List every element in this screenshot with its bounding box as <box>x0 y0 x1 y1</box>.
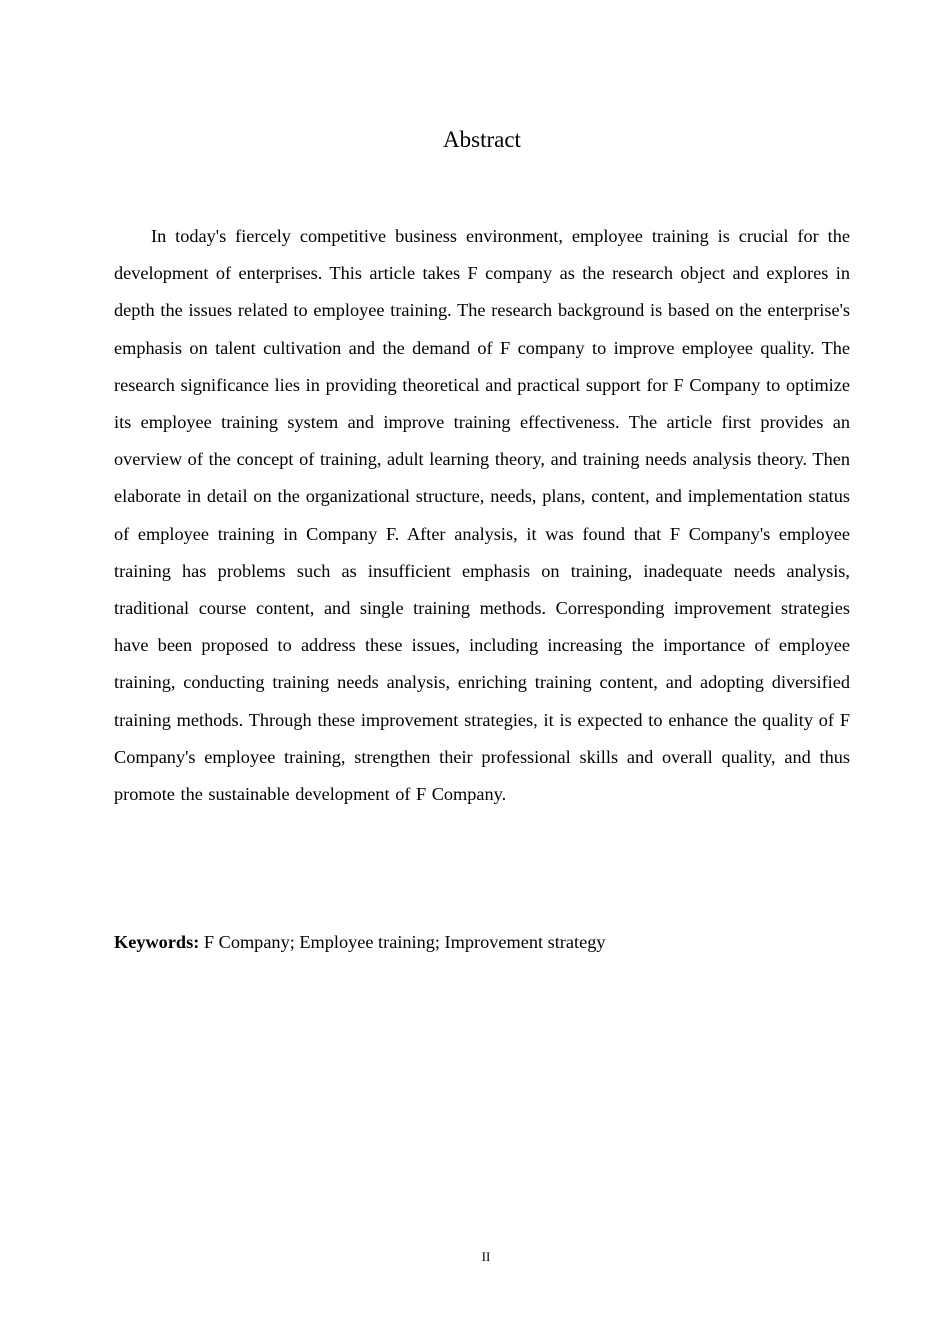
keywords-text: F Company; Employee training; Improvement strategy <box>199 932 606 952</box>
abstract-body: In today's fiercely competitive business environment, employee training is crucial for the development of enterprises. This article takes F company as the research object and explores in depth the issues related to employee training. The research background is based on the enterprise's emphasis on talent cultivation and the demand of F company to improve employee quality. The research significance lies in providing theoretical and practical support for F Company to optimize its employee training system and improve training effectiveness. The article first provides an overview of the concept of training, adult learning theory, and training needs analysis theory. Then elaborate in detail on the organizational structure, needs, plans, content, and implementation status of employee training in Company F. After analysis, it was found that F Company's employee training has problems such as insufficient emphasis on training, inadequate needs analysis, traditional course content, and single training methods. Corresponding improvement strategies have been proposed to address these issues, including increasing the importance of employee training, conducting training needs analysis, enriching training content, and adopting diversified training methods. Through these improvement strategies, it is expected to enhance the quality of F Company's employee training, strengthen their professional skills and overall quality, and thus promote the sustainable development of F Company. <box>114 226 850 805</box>
abstract-title: Abstract <box>443 127 521 152</box>
keywords-label: Keywords: <box>114 932 200 952</box>
page-number: II <box>481 1249 491 1264</box>
keywords-line <box>114 924 850 961</box>
